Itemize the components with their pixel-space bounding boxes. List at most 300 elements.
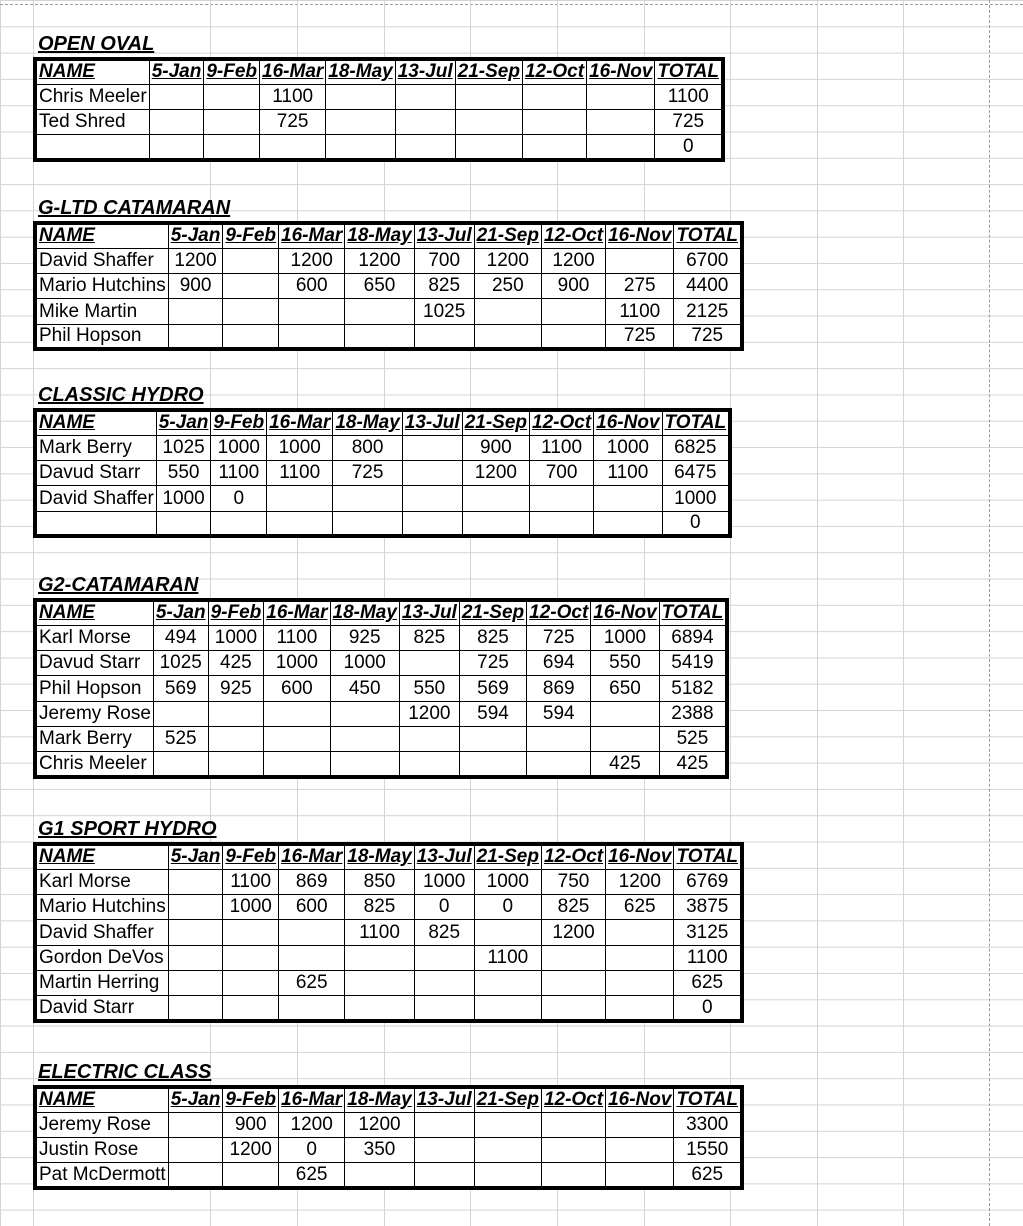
score-cell[interactable]: 1025 (153, 651, 208, 676)
score-cell[interactable]: 850 (345, 869, 414, 894)
score-cell[interactable]: 525 (153, 726, 208, 751)
score-cell[interactable] (279, 945, 345, 970)
score-cell[interactable]: 1200 (474, 248, 541, 273)
name-cell[interactable]: Jeremy Rose (35, 1112, 168, 1137)
score-cell[interactable] (462, 511, 529, 536)
section-title[interactable]: OPEN OVAL (38, 33, 155, 55)
total-cell[interactable]: 0 (662, 511, 730, 536)
score-cell[interactable] (587, 135, 655, 160)
total-cell[interactable]: 725 (674, 324, 742, 349)
score-cell[interactable]: 700 (414, 248, 474, 273)
score-cell[interactable] (527, 726, 591, 751)
score-cell[interactable]: 600 (279, 274, 345, 299)
score-cell[interactable]: 1000 (267, 435, 333, 460)
column-header[interactable]: 9-Feb (223, 844, 279, 869)
total-cell[interactable]: 2388 (659, 701, 727, 726)
score-cell[interactable] (541, 299, 605, 324)
score-cell[interactable] (149, 84, 204, 109)
score-cell[interactable]: 1000 (594, 435, 662, 460)
column-header[interactable]: 21-Sep (462, 410, 529, 435)
score-cell[interactable] (223, 945, 279, 970)
score-cell[interactable] (606, 996, 674, 1021)
score-cell[interactable]: 825 (414, 920, 474, 945)
column-header[interactable]: TOTAL (662, 410, 730, 435)
column-header[interactable]: 18-May (345, 1087, 414, 1112)
total-cell[interactable]: 6475 (662, 461, 730, 486)
total-cell[interactable]: 625 (674, 1163, 742, 1188)
score-cell[interactable] (414, 996, 474, 1021)
score-cell[interactable] (267, 486, 333, 511)
score-cell[interactable]: 750 (541, 869, 605, 894)
score-cell[interactable] (459, 726, 526, 751)
column-header[interactable]: 12-Oct (527, 600, 591, 625)
score-cell[interactable] (399, 651, 459, 676)
score-cell[interactable] (541, 970, 605, 995)
score-cell[interactable]: 1200 (399, 701, 459, 726)
score-cell[interactable] (208, 752, 264, 777)
column-header[interactable]: 13-Jul (399, 600, 459, 625)
section-title[interactable]: G-LTD CATAMARAN (38, 197, 231, 219)
score-cell[interactable]: 1000 (223, 895, 279, 920)
score-cell[interactable] (168, 970, 223, 995)
score-cell[interactable] (606, 248, 674, 273)
score-cell[interactable]: 825 (345, 895, 414, 920)
total-cell[interactable]: 6700 (674, 248, 742, 273)
name-cell[interactable]: Phil Hopson (35, 324, 168, 349)
score-cell[interactable] (414, 970, 474, 995)
name-cell[interactable]: Justin Rose (35, 1138, 168, 1163)
score-cell[interactable] (606, 970, 674, 995)
column-header[interactable]: 12-Oct (541, 1087, 605, 1112)
score-cell[interactable] (345, 324, 414, 349)
score-cell[interactable]: 594 (459, 701, 526, 726)
score-cell[interactable] (474, 996, 541, 1021)
column-header[interactable]: 16-Mar (264, 600, 330, 625)
score-cell[interactable] (402, 511, 462, 536)
score-cell[interactable]: 569 (459, 676, 526, 701)
total-cell[interactable]: 3300 (674, 1112, 742, 1137)
name-cell[interactable]: Karl Morse (35, 625, 153, 650)
score-cell[interactable] (345, 945, 414, 970)
score-cell[interactable] (168, 945, 223, 970)
column-header[interactable]: 9-Feb (208, 600, 264, 625)
score-cell[interactable] (208, 726, 264, 751)
name-cell[interactable]: Davud Starr (35, 651, 153, 676)
column-header[interactable]: NAME (35, 410, 156, 435)
name-cell[interactable] (35, 135, 149, 160)
score-cell[interactable] (541, 1138, 605, 1163)
score-cell[interactable] (395, 84, 455, 109)
score-cell[interactable] (330, 701, 399, 726)
score-cell[interactable] (223, 299, 279, 324)
column-header[interactable]: 5-Jan (156, 410, 211, 435)
score-cell[interactable] (530, 511, 594, 536)
score-cell[interactable]: 625 (279, 970, 345, 995)
score-cell[interactable] (204, 110, 260, 135)
score-cell[interactable]: 1200 (345, 1112, 414, 1137)
score-cell[interactable]: 625 (606, 895, 674, 920)
score-cell[interactable] (168, 920, 223, 945)
score-cell[interactable] (345, 970, 414, 995)
score-cell[interactable]: 600 (264, 676, 330, 701)
score-cell[interactable] (414, 1112, 474, 1137)
column-header[interactable]: 21-Sep (455, 59, 522, 84)
column-header[interactable]: 18-May (333, 410, 402, 435)
score-cell[interactable] (594, 511, 662, 536)
score-cell[interactable]: 275 (606, 274, 674, 299)
total-cell[interactable]: 1550 (674, 1138, 742, 1163)
column-header[interactable]: 16-Mar (279, 223, 345, 248)
score-cell[interactable]: 1000 (474, 869, 541, 894)
total-cell[interactable]: 6825 (662, 435, 730, 460)
score-cell[interactable]: 1000 (156, 486, 211, 511)
score-cell[interactable]: 1100 (260, 84, 326, 109)
score-cell[interactable]: 1200 (168, 248, 223, 273)
name-cell[interactable]: David Shaffer (35, 486, 156, 511)
score-cell[interactable] (541, 996, 605, 1021)
score-cell[interactable]: 450 (330, 676, 399, 701)
score-cell[interactable] (264, 752, 330, 777)
score-cell[interactable]: 425 (208, 651, 264, 676)
score-cell[interactable] (279, 324, 345, 349)
score-cell[interactable]: 1100 (211, 461, 267, 486)
score-cell[interactable]: 900 (223, 1112, 279, 1137)
column-header[interactable]: NAME (35, 600, 153, 625)
score-cell[interactable] (606, 920, 674, 945)
score-cell[interactable] (345, 996, 414, 1021)
total-cell[interactable]: 4400 (674, 274, 742, 299)
name-cell[interactable]: Chris Meeler (35, 84, 149, 109)
score-cell[interactable]: 1000 (591, 625, 659, 650)
score-cell[interactable] (168, 1112, 223, 1137)
column-header[interactable]: 9-Feb (211, 410, 267, 435)
score-cell[interactable]: 425 (591, 752, 659, 777)
score-cell[interactable] (333, 486, 402, 511)
score-cell[interactable] (474, 324, 541, 349)
total-cell[interactable]: 525 (659, 726, 727, 751)
score-cell[interactable] (414, 324, 474, 349)
name-cell[interactable]: Mark Berry (35, 726, 153, 751)
column-header[interactable]: 21-Sep (474, 223, 541, 248)
section-title[interactable]: G1 SPORT HYDRO (38, 818, 217, 840)
column-header[interactable]: TOTAL (674, 1087, 742, 1112)
score-cell[interactable]: 250 (474, 274, 541, 299)
score-cell[interactable]: 1000 (211, 435, 267, 460)
score-cell[interactable]: 725 (606, 324, 674, 349)
column-header[interactable]: 12-Oct (541, 844, 605, 869)
score-cell[interactable] (414, 945, 474, 970)
score-cell[interactable] (279, 996, 345, 1021)
column-header[interactable]: TOTAL (674, 844, 742, 869)
name-cell[interactable] (35, 511, 156, 536)
name-cell[interactable]: Pat McDermott (35, 1163, 168, 1188)
column-header[interactable]: 9-Feb (223, 223, 279, 248)
score-cell[interactable] (522, 84, 586, 109)
name-cell[interactable]: Davud Starr (35, 461, 156, 486)
column-header[interactable]: 16-Mar (260, 59, 326, 84)
score-cell[interactable] (455, 110, 522, 135)
score-cell[interactable]: 1100 (223, 869, 279, 894)
column-header[interactable]: TOTAL (674, 223, 742, 248)
score-cell[interactable]: 1025 (156, 435, 211, 460)
score-cell[interactable]: 1200 (606, 869, 674, 894)
score-cell[interactable] (153, 701, 208, 726)
score-cell[interactable] (527, 752, 591, 777)
name-cell[interactable]: Chris Meeler (35, 752, 153, 777)
score-cell[interactable]: 550 (156, 461, 211, 486)
score-cell[interactable]: 1200 (279, 1112, 345, 1137)
score-cell[interactable] (345, 1163, 414, 1188)
score-cell[interactable] (459, 752, 526, 777)
score-cell[interactable] (402, 435, 462, 460)
column-header[interactable]: 16-Nov (606, 223, 674, 248)
score-cell[interactable]: 869 (279, 869, 345, 894)
score-cell[interactable] (326, 135, 395, 160)
column-header[interactable]: 16-Nov (587, 59, 655, 84)
total-cell[interactable]: 6894 (659, 625, 727, 650)
column-header[interactable]: 16-Nov (594, 410, 662, 435)
score-cell[interactable] (279, 920, 345, 945)
column-header[interactable]: 13-Jul (414, 844, 474, 869)
score-cell[interactable] (330, 726, 399, 751)
score-cell[interactable]: 1025 (414, 299, 474, 324)
total-cell[interactable]: 0 (674, 996, 742, 1021)
column-header[interactable]: 13-Jul (414, 1087, 474, 1112)
total-cell[interactable]: 725 (655, 110, 723, 135)
total-cell[interactable]: 1000 (662, 486, 730, 511)
score-cell[interactable] (541, 1112, 605, 1137)
score-cell[interactable]: 650 (345, 274, 414, 299)
column-header[interactable]: 18-May (345, 844, 414, 869)
score-cell[interactable]: 1100 (264, 625, 330, 650)
score-cell[interactable]: 0 (474, 895, 541, 920)
score-cell[interactable] (168, 1138, 223, 1163)
score-cell[interactable]: 0 (414, 895, 474, 920)
score-cell[interactable]: 925 (208, 676, 264, 701)
column-header[interactable]: NAME (35, 59, 149, 84)
score-cell[interactable] (587, 84, 655, 109)
score-cell[interactable] (395, 110, 455, 135)
score-cell[interactable] (168, 869, 223, 894)
score-cell[interactable] (149, 110, 204, 135)
score-cell[interactable] (402, 486, 462, 511)
score-cell[interactable]: 0 (211, 486, 267, 511)
score-cell[interactable] (474, 1163, 541, 1188)
score-cell[interactable] (153, 752, 208, 777)
score-cell[interactable] (330, 752, 399, 777)
column-header[interactable]: 12-Oct (522, 59, 586, 84)
score-cell[interactable] (204, 135, 260, 160)
score-cell[interactable] (591, 726, 659, 751)
score-cell[interactable] (530, 486, 594, 511)
section-title[interactable]: ELECTRIC CLASS (38, 1061, 212, 1083)
score-cell[interactable]: 1200 (279, 248, 345, 273)
score-cell[interactable] (223, 1163, 279, 1188)
section-title[interactable]: G2-CATAMARAN (38, 574, 199, 596)
score-cell[interactable] (264, 726, 330, 751)
score-cell[interactable] (399, 726, 459, 751)
name-cell[interactable]: Ted Shred (35, 110, 149, 135)
column-header[interactable]: 13-Jul (395, 59, 455, 84)
score-cell[interactable]: 800 (333, 435, 402, 460)
score-cell[interactable] (333, 511, 402, 536)
score-cell[interactable] (223, 248, 279, 273)
score-cell[interactable] (156, 511, 211, 536)
total-cell[interactable]: 6769 (674, 869, 742, 894)
score-cell[interactable]: 1000 (330, 651, 399, 676)
score-cell[interactable]: 550 (591, 651, 659, 676)
column-header[interactable]: 5-Jan (168, 844, 223, 869)
score-cell[interactable]: 725 (527, 625, 591, 650)
score-cell[interactable] (395, 135, 455, 160)
score-cell[interactable]: 0 (279, 1138, 345, 1163)
column-header[interactable]: 13-Jul (414, 223, 474, 248)
total-cell[interactable]: 3875 (674, 895, 742, 920)
name-cell[interactable]: Phil Hopson (35, 676, 153, 701)
score-cell[interactable] (168, 895, 223, 920)
score-cell[interactable] (591, 701, 659, 726)
score-cell[interactable] (279, 299, 345, 324)
score-cell[interactable] (474, 1138, 541, 1163)
score-cell[interactable]: 725 (459, 651, 526, 676)
column-header[interactable]: 16-Nov (591, 600, 659, 625)
score-cell[interactable]: 825 (414, 274, 474, 299)
name-cell[interactable]: Martin Herring (35, 970, 168, 995)
name-cell[interactable]: Mario Hutchins (35, 895, 168, 920)
name-cell[interactable]: Karl Morse (35, 869, 168, 894)
score-cell[interactable]: 825 (541, 895, 605, 920)
score-cell[interactable]: 494 (153, 625, 208, 650)
name-cell[interactable]: David Shaffer (35, 920, 168, 945)
score-cell[interactable]: 650 (591, 676, 659, 701)
column-header[interactable]: 13-Jul (402, 410, 462, 435)
name-cell[interactable]: Gordon DeVos (35, 945, 168, 970)
score-cell[interactable] (168, 996, 223, 1021)
column-header[interactable]: 21-Sep (474, 1087, 541, 1112)
score-cell[interactable]: 594 (527, 701, 591, 726)
score-cell[interactable] (223, 996, 279, 1021)
score-cell[interactable] (260, 135, 326, 160)
score-cell[interactable] (267, 511, 333, 536)
column-header[interactable]: 16-Mar (279, 1087, 345, 1112)
score-cell[interactable]: 725 (260, 110, 326, 135)
score-cell[interactable] (168, 1163, 223, 1188)
score-cell[interactable] (474, 920, 541, 945)
column-header[interactable]: 21-Sep (474, 844, 541, 869)
score-cell[interactable] (587, 110, 655, 135)
column-header[interactable]: 9-Feb (204, 59, 260, 84)
column-header[interactable]: 12-Oct (530, 410, 594, 435)
score-cell[interactable]: 1000 (414, 869, 474, 894)
column-header[interactable]: 16-Nov (606, 1087, 674, 1112)
score-cell[interactable] (606, 1163, 674, 1188)
name-cell[interactable]: Mike Martin (35, 299, 168, 324)
column-header[interactable]: 16-Mar (279, 844, 345, 869)
score-cell[interactable] (474, 970, 541, 995)
column-header[interactable]: 9-Feb (223, 1087, 279, 1112)
column-header[interactable]: 5-Jan (149, 59, 204, 84)
column-header[interactable]: 5-Jan (168, 1087, 223, 1112)
column-header[interactable]: NAME (35, 1087, 168, 1112)
column-header[interactable]: 18-May (345, 223, 414, 248)
score-cell[interactable]: 1100 (594, 461, 662, 486)
column-header[interactable]: 21-Sep (459, 600, 526, 625)
name-cell[interactable]: Mario Hutchins (35, 274, 168, 299)
score-cell[interactable] (606, 1138, 674, 1163)
score-cell[interactable] (414, 1138, 474, 1163)
name-cell[interactable]: Jeremy Rose (35, 701, 153, 726)
column-header[interactable]: 16-Nov (606, 844, 674, 869)
column-header[interactable]: TOTAL (659, 600, 727, 625)
score-cell[interactable]: 1000 (208, 625, 264, 650)
score-cell[interactable]: 900 (462, 435, 529, 460)
score-cell[interactable]: 350 (345, 1138, 414, 1163)
score-cell[interactable] (474, 299, 541, 324)
total-cell[interactable]: 5419 (659, 651, 727, 676)
score-cell[interactable] (223, 324, 279, 349)
score-cell[interactable] (541, 1163, 605, 1188)
column-header[interactable]: 18-May (330, 600, 399, 625)
total-cell[interactable]: 625 (674, 970, 742, 995)
score-cell[interactable] (223, 920, 279, 945)
score-cell[interactable] (462, 486, 529, 511)
score-cell[interactable]: 1200 (345, 248, 414, 273)
column-header[interactable]: 18-May (326, 59, 395, 84)
column-header[interactable]: TOTAL (655, 59, 723, 84)
score-cell[interactable] (541, 945, 605, 970)
total-cell[interactable]: 2125 (674, 299, 742, 324)
score-cell[interactable]: 550 (399, 676, 459, 701)
column-header[interactable]: 5-Jan (153, 600, 208, 625)
column-header[interactable]: 5-Jan (168, 223, 223, 248)
score-cell[interactable]: 569 (153, 676, 208, 701)
score-cell[interactable] (606, 945, 674, 970)
total-cell[interactable]: 3125 (674, 920, 742, 945)
score-cell[interactable] (541, 324, 605, 349)
total-cell[interactable]: 1100 (674, 945, 742, 970)
score-cell[interactable]: 1200 (541, 920, 605, 945)
column-header[interactable]: 16-Mar (267, 410, 333, 435)
score-cell[interactable]: 900 (541, 274, 605, 299)
score-cell[interactable] (204, 84, 260, 109)
score-cell[interactable]: 694 (527, 651, 591, 676)
score-cell[interactable] (455, 135, 522, 160)
name-cell[interactable]: Mark Berry (35, 435, 156, 460)
score-cell[interactable] (474, 1112, 541, 1137)
score-cell[interactable] (522, 110, 586, 135)
score-cell[interactable] (522, 135, 586, 160)
score-cell[interactable] (326, 110, 395, 135)
score-cell[interactable] (168, 324, 223, 349)
total-cell[interactable]: 0 (655, 135, 723, 160)
score-cell[interactable] (208, 701, 264, 726)
column-header[interactable]: NAME (35, 223, 168, 248)
score-cell[interactable]: 725 (333, 461, 402, 486)
score-cell[interactable]: 1000 (264, 651, 330, 676)
score-cell[interactable] (326, 84, 395, 109)
score-cell[interactable]: 1200 (223, 1138, 279, 1163)
name-cell[interactable]: David Shaffer (35, 248, 168, 273)
score-cell[interactable]: 1100 (530, 435, 594, 460)
score-cell[interactable] (399, 752, 459, 777)
score-cell[interactable]: 1200 (462, 461, 529, 486)
score-cell[interactable]: 600 (279, 895, 345, 920)
score-cell[interactable] (223, 274, 279, 299)
score-cell[interactable]: 700 (530, 461, 594, 486)
score-cell[interactable]: 925 (330, 625, 399, 650)
score-cell[interactable] (345, 299, 414, 324)
total-cell[interactable]: 5182 (659, 676, 727, 701)
